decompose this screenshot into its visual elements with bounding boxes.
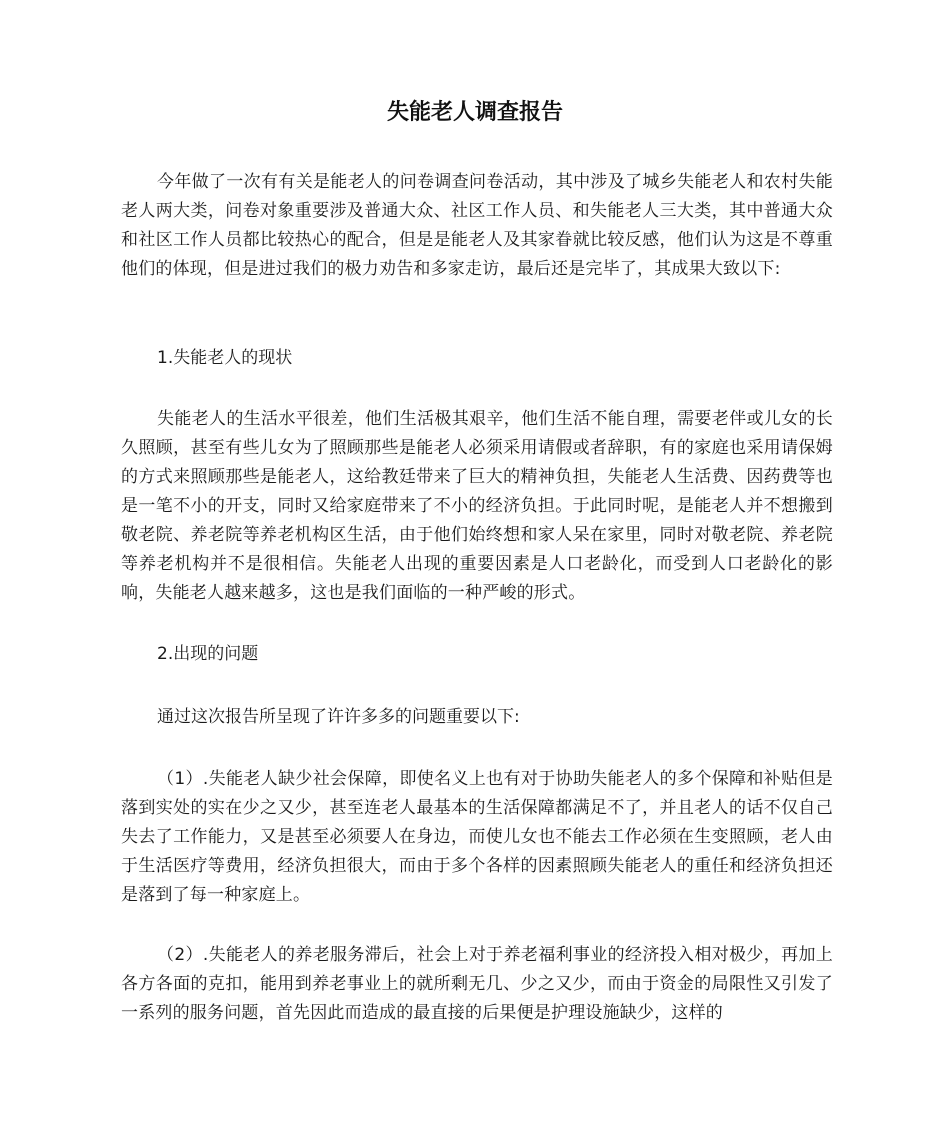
intro-paragraph: 今年做了一次有有关是能老人的问卷调查问卷活动，其中涉及了城乡失能老人和农村失能老人两大类，问卷对象重要涉及普通大众、社区工作人员、和失能老人三大类，其中普通大众和社区工作人员都比较热心的配合，但是是能老人及其家眷就比较反感，他们认为这是不尊重他们的体现，但是进过我们的极力劝告和多家走访，最后还是完毕了，其成果大致以下: (121, 172, 833, 279)
section-1-paragraph: 失能老人的生活水平很差，他们生活极其艰辛，他们生活不能自理，需要老伴或儿女的长久照顾，甚至有些儿女为了照顾那些是能老人必须采用请假或者辞职，有的家庭也采用请保姆的方式来照顾那些是能老人，这给教廷带来了巨大的精神负担，失能老人生活费、因药费等也是一笔不小的开支，同时又给家庭带来了不小的经济负担。于此同时呢，是能老人并不想搬到敬老院、养老院等养老机构区生活，由于他们始终想和家人呆在家里，同时对敬老院、养老院等养老机构并不是很相信。失能老人出现的重要因素是人口老龄化，而受到人口老龄化的影响，失能老人越来越多，这也是我们面临的一种严峻的形式。 (121, 409, 833, 603)
section-1-heading: 1.失能老人的现状 (157, 348, 293, 368)
section-2-heading: 2.出现的问题 (157, 644, 259, 664)
problem-item-1: （1）.失能老人缺少社会保障，即使名义上也有对于协助失能老人的多个保障和补贴但是落到实处的实在少之又少，甚至连老人最基本的生活保障都满足不了，并且老人的话不仅自己失去了工作能力，又是甚至必须要人在身边，而使儿女也不能去工作必须在生变照顾，老人由于生活医疗等费用，经济负担很大，而由于多个各样的因素照顾失能老人的重任和经济负担还是落到了每一种家庭上。 (121, 769, 833, 905)
section-2-intro: 通过这次报告所呈现了许许多多的问题重要以下: (157, 707, 520, 727)
problem-item-2: （2）.失能老人的养老服务滞后，社会上对于养老福利事业的经济投入相对极少，再加上各方各面的克扣，能用到养老事业上的就所剩无几、少之又少，而由于资金的局限性又引发了一系列的服务问题，首先因此而造成的最直接的后果便是护理设施缺少，这样的 (121, 945, 833, 1023)
page-title: 失能老人调查报告 (386, 100, 563, 125)
